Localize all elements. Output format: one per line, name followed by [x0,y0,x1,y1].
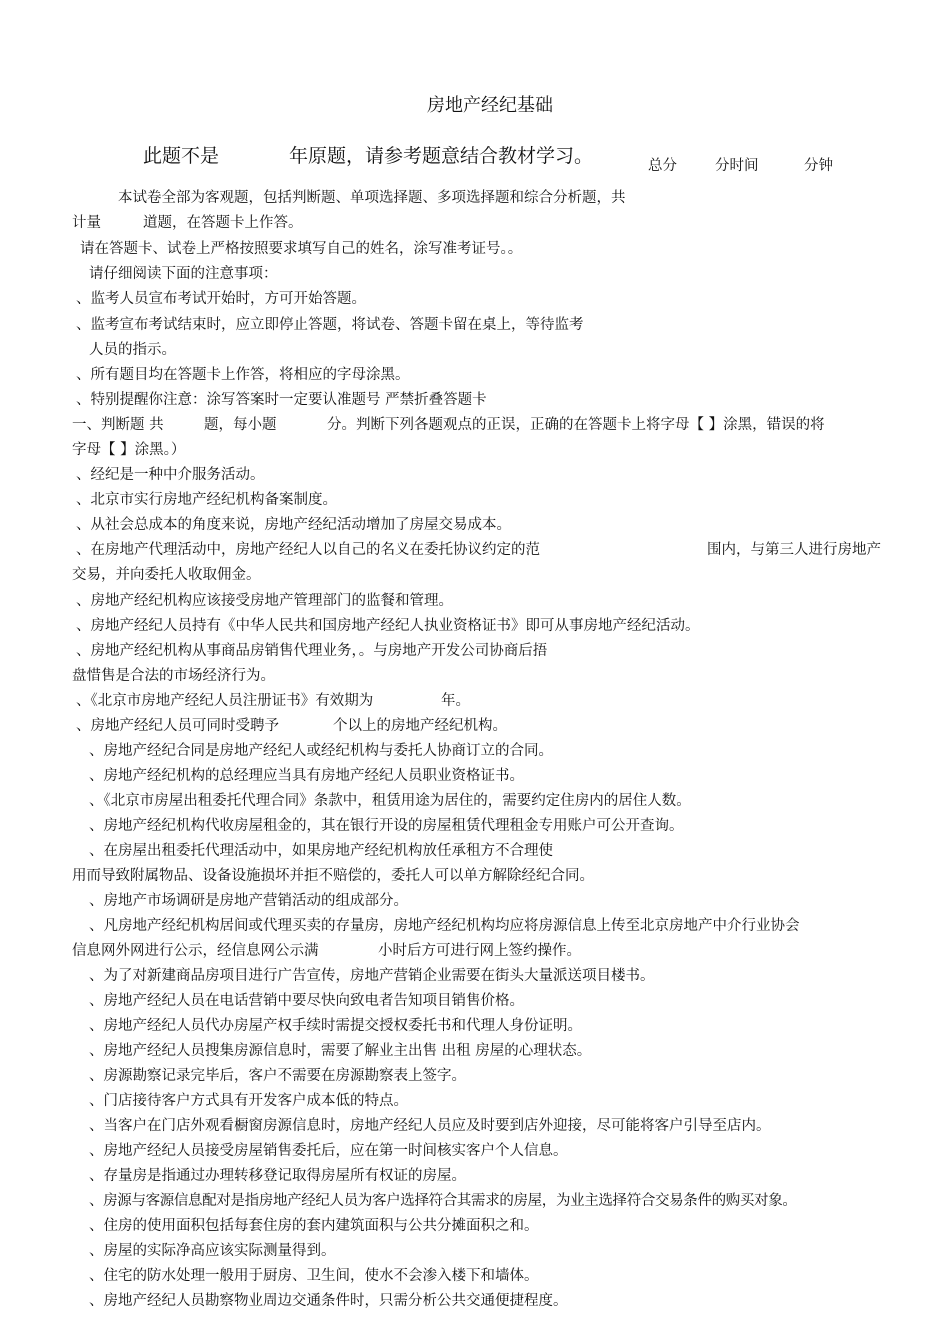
question-line: 、房地产经纪机构从事商品房销售代理业务，。与房地产开发公司协商后捂 [76,643,548,659]
question-line: 、房源勘察记录完毕后，客户不需要在房源勘察表上签字。 [89,1068,466,1084]
question-line: 、房地产经纪合同是房地产经纪人或经纪机构与委托人协商订立的合同。 [89,743,553,759]
question-line: 、房地产经纪人员勘察物业周边交通条件时，只需分析公共交通便捷程度。 [89,1293,568,1309]
question-line: 、房地产经纪人员在电话营销中要尽快向致电者告知项目销售价格。 [89,993,524,1009]
question-line: 信息网外网进行公示，经信息网公示满 [72,943,319,959]
intro-line: 道题，在答题卡上作答。 [143,215,303,231]
question-line: 、在房地产代理活动中，房地产经纪人以自己的名义在委托协议约定的范 [76,542,540,558]
question-line: 用而导致附属物品、设备设施损坏并拒不赔偿的，委托人可以单方解除经纪合同。 [72,868,594,884]
question-line: 、住宅的防水处理一般用于厨房、卫生间，使水不会渗入楼下和墙体。 [89,1268,539,1284]
subtitle-part1: 此题不是 [143,145,220,167]
question-line: 、《北京市房屋出租委托代理合同》条款中，租赁用途为居住的，需要约定住房内的居住人数。 [89,793,691,809]
question-line: 、房地产经纪人员接受房屋销售委托后，应在第一时间核实客户个人信息。 [89,1143,568,1159]
intro-line: 计量 [72,215,101,231]
question-line: 、门店接待客户方式具有开发客户成本低的特点。 [89,1093,408,1109]
question-line: 、房地产经纪人员可同时受聘予 [76,718,279,734]
question-line: 、房地产市场调研是房地产营销活动的组成部分。 [89,893,408,909]
section-heading: 字母【 】涂黑。） [72,442,186,458]
question-line: 、房屋的实际净高应该实际测量得到。 [89,1243,336,1259]
question-line: 、当客户在门店外观看橱窗房源信息时，房地产经纪人员应及时要到店外迎接，尽可能将客户引导至店内。 [89,1118,771,1134]
question-line: 、房地产经纪机构的总经理应当具有房地产经纪人员职业资格证书。 [89,768,524,784]
question-line: 、房地产经纪人员代办房屋产权手续时需提交授权委托书和代理人身份证明。 [89,1018,582,1034]
section-heading: 分。判断下列各题观点的正误，正确的在答题卡上将字母【 】涂黑，错误的将 [327,417,825,433]
question-line: 个以上的房地产经纪机构。 [333,718,507,734]
question-line: 、房地产经纪人员搜集房源信息时，需要了解业主出售 出租 房屋的心理状态。 [89,1043,592,1059]
question-line: 、北京市实行房地产经纪机构备案制度。 [76,492,337,508]
question-line: 、从社会总成本的角度来说，房地产经纪活动增加了房屋交易成本。 [76,517,511,533]
question-line: 小时后方可进行网上签约操作。 [378,943,581,959]
total-score-label: 总分 [648,158,677,174]
section-heading: 题，每小题 [204,417,277,433]
question-line: 、在房屋出租委托代理活动中，如果房地产经纪机构放任承租方不合理使 [89,843,553,859]
intro-line: 、监考人员宣布考试开始时，方可开始答题。 [76,291,366,307]
intro-line: 、特别提醒你注意：涂写答案时一定要认准题号 严禁折叠答题卡 [76,392,487,408]
question-line: 、存量房是指通过办理转移登记取得房屋所有权证的房屋。 [89,1168,466,1184]
question-line: 、房源与客源信息配对是指房地产经纪人员为客户选择符合其需求的房屋，为业主选择符合交易条件的购买对象。 [89,1193,797,1209]
question-line: 、房地产经纪机构应该接受房地产管理部门的监餐和管理。 [76,593,453,609]
question-line: 、《北京市房地产经纪人员注册证书》有效期为 [76,693,374,709]
intro-line: 、所有题目均在答题卡上作答，将相应的字母涂黑。 [76,367,410,383]
question-line: 年。 [441,693,470,709]
section-heading: 一、判断题 共 [72,417,164,433]
question-line: 、经纪是一种中介服务活动。 [76,467,265,483]
question-line: 、房地产经纪人员持有《中华人民共和国房地产经纪人执业资格证书》即可从事房地产经纪活动。 [76,618,700,634]
question-line: 交易，并向委托人收取佣金。 [72,567,261,583]
intro-line: 请仔细阅读下面的注意事项： [89,266,278,282]
intro-line: 人员的指示。 [89,342,176,358]
question-line: 、为了对新建商品房项目进行广告宣传，房地产营销企业需要在街头大量派送项目楼书。 [89,968,655,984]
question-line: 、凡房地产经纪机构居间或代理买卖的存量房，房地产经纪机构均应将房源信息上传至北京房地产中介行业协会 [89,918,800,934]
page-title: 房地产经纪基础 [427,95,553,116]
time-label: 分时间 [715,158,759,174]
intro-line: 、监考宣布考试结束时，应立即停止答题，将试卷、答题卡留在桌上，等待监考 [76,317,584,333]
question-line: 盘惜售是合法的市场经济行为。 [72,668,275,684]
subtitle-part2: 年原题，请参考题意结合教材学习。 [289,145,594,167]
question-line: 围内，与第三人进行房地产 [707,542,881,558]
question-line: 、住房的使用面积包括每套住房的套内建筑面积与公共分摊面积之和。 [89,1218,539,1234]
question-line: 、房地产经纪机构代收房屋租金的，其在银行开设的房屋租赁代理租金专用账户可公开查询。 [89,818,684,834]
minute-label: 分钟 [804,158,833,174]
intro-line: 请在答题卡、试卷上严格按照要求填写自己的姓名，涂写准考证号。。 [80,241,523,257]
intro-line: 本试卷全部为客观题，包括判断题、单项选择题、多项选择题和综合分析题，共 [118,190,626,206]
